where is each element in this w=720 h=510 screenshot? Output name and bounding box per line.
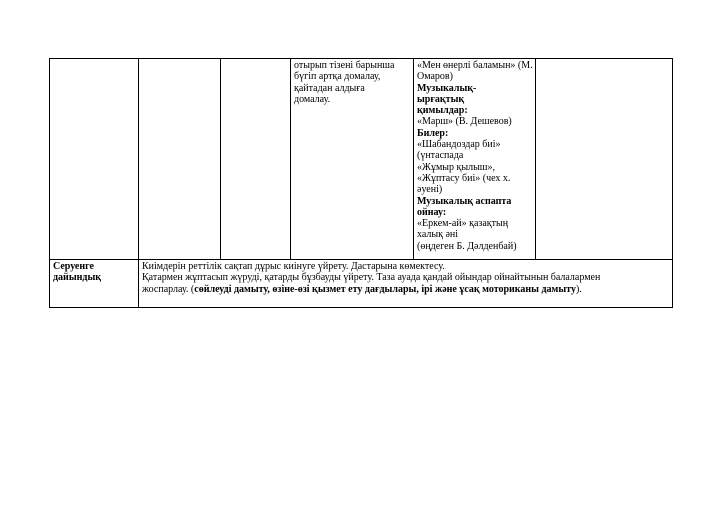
plan-table [49,58,673,308]
instruments-heading: Музыкалық аспапта [417,195,512,207]
section-label-line: Серуенге [53,261,94,272]
music-rhythm-heading: Музыкалық- [417,82,477,94]
text-plain: жоспарлау. ( [142,283,195,295]
continued-activity-row [50,59,673,260]
dances-line: әуені) [417,184,443,196]
instruments-heading: ойнау: [417,206,447,218]
section-label [50,260,139,308]
instruments-line: «Еркем-ай» қазақтың [417,218,509,230]
empty-cell [50,59,139,260]
text-line: Киімдерін реттілік сақтап дұрыс киінуге үйрету. Дастарына көмектесу. [142,261,445,272]
exercise-text-line: домалау. [294,93,331,105]
instruments-line: (өңдеген Б. Дәлденбай) [417,240,517,252]
text-line: Қатармен жұптасып жүруді, қатарды бұзбауды үйрету. Таза ауада қандай ойындар ойнайтынын балалармен [142,272,601,284]
section-label-line: дайындық [53,272,102,284]
walk-preparation-text [139,260,673,308]
march-line: «Марш» (В. Дешевов) [417,116,512,128]
empty-cell [139,59,221,260]
instruments-line: халық әні [417,229,459,241]
walk-preparation-row [50,260,673,308]
song-line: «Мен өнерлі баламын» (М. [417,60,533,71]
exercise-cell [291,59,414,260]
empty-cell [536,59,673,260]
exercise-text-line: отырып тізені барынша [294,60,395,71]
exercise-text-line: қайтадан алдыға [294,82,365,94]
exercise-text-line: бүгіп артқа домалау, [294,71,381,83]
music-rhythm-heading: қимылдар: [417,105,468,117]
dances-line: (үнтаспада [417,150,464,162]
text-plain: ). [575,283,582,295]
song-line: Омаров) [417,71,453,83]
skills-bold-text: сөйлеуді дамыту, өзіне-өзі қызмет ету дағдылары, ірі және ұсақ моториканы дамыту [194,283,576,295]
dances-line: «Жұптасу биі» (чех х. [417,172,511,184]
music-cell [414,59,536,260]
empty-cell [221,59,291,260]
text-line [142,284,669,295]
music-rhythm-heading: ырғақтық [417,93,465,105]
dances-line: «Шабандоздар биі» [417,139,501,151]
dances-heading: Билер: [417,127,449,139]
dances-line: «Жұмыр қылыш», [417,161,495,173]
